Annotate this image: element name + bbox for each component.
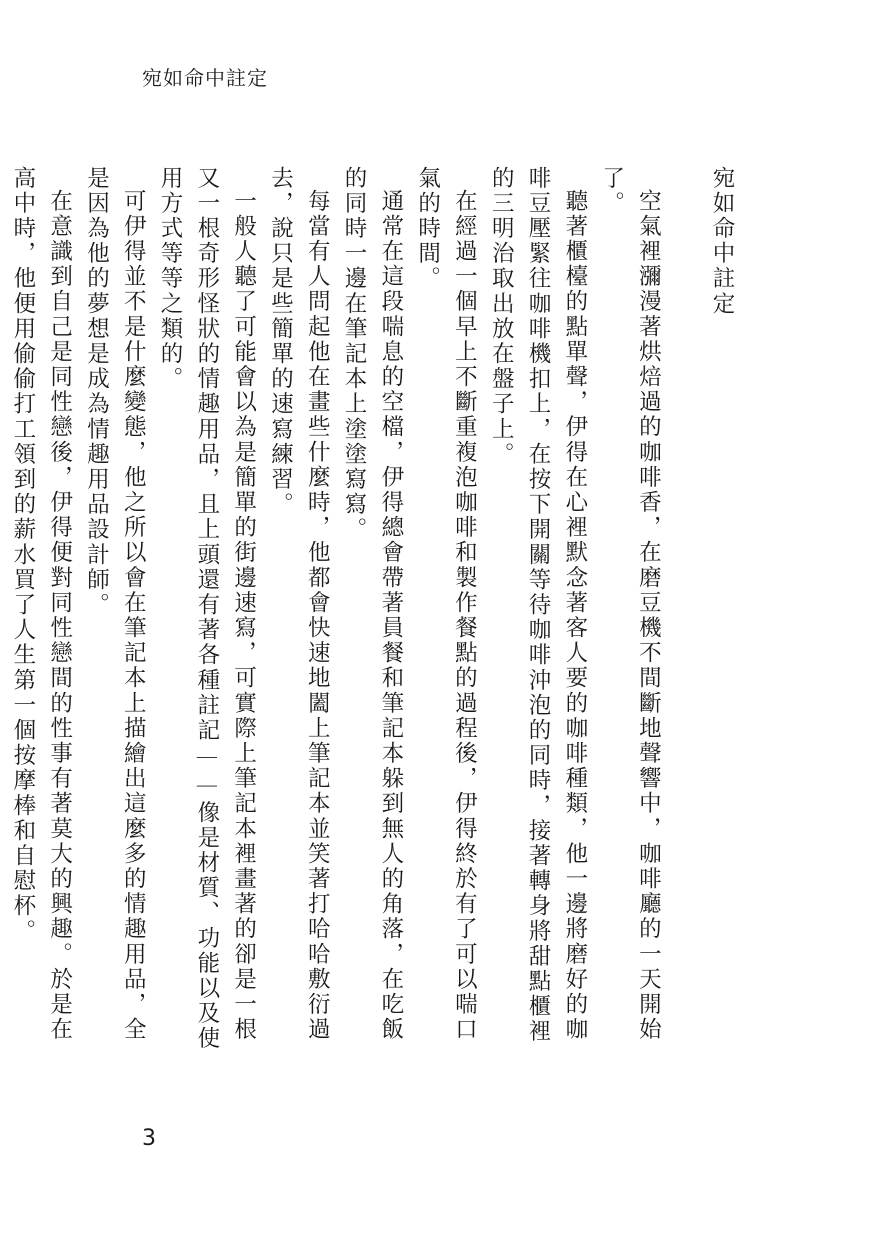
paragraph-5: 每當有人問起他在畫些什麼時，他都會快速地闔上筆記本並笑著打哈哈敷衍過去，說只是些簡單的速寫練習。	[267, 166, 331, 1042]
paragraph-2: 聽著櫃檯的點單聲，伊得在心裡默念著客人要的咖啡種類，他一邊將磨好的咖啡豆壓緊往咖啡機扣上，在按下開關等待咖啡沖泡的同時，接著轉身將甜點櫃裡的三明治取出放在盤子上。	[488, 166, 588, 1045]
chapter-title: 宛如命中註定	[709, 166, 735, 317]
paragraph-4: 通常在這段喘息的空檔，伊得總會帶著員餐和筆記本躲到無人的角落，在吃飯的同時一邊在筆記本上塗塗寫寫。	[341, 166, 404, 1042]
paragraph-1: 空氣裡瀰漫著烘焙過的咖啡香，在磨豆機不間斷地聲響中，咖啡廳的一天開始了。	[598, 166, 662, 1042]
running-header: 宛如命中註定	[142, 66, 268, 90]
paragraph-6: 一般人聽了可能會以為是簡單的街邊速寫，可實際上筆記本裡畫著的卻是一根又一根奇形怪狀的情趣用品，且上頭還有著各種註記——像是材質、功能以及使用方式等等之類的。	[157, 166, 257, 1052]
vertical-text-body	[9, 166, 740, 1066]
paragraph-7: 可伊得並不是什麼變態，他之所以會在筆記本上描繪出這麼多的情趣用品，全是因為他的夢想是成為情趣用品設計師。	[83, 166, 147, 1042]
paragraph-3: 在經過一個早上不斷重複泡咖啡和製作餐點的過程後，伊得終於有了可以喘口氣的時間。	[414, 166, 478, 1042]
paragraph-8: 在意識到自己是同性戀後，伊得便對同性戀間的性事有著莫大的興趣。於是在高中時，他便用偷偷打工領到的薪水買了人生第一個按摩棒和自慰杯。	[9, 166, 73, 1042]
page-number: 3	[142, 1126, 156, 1151]
